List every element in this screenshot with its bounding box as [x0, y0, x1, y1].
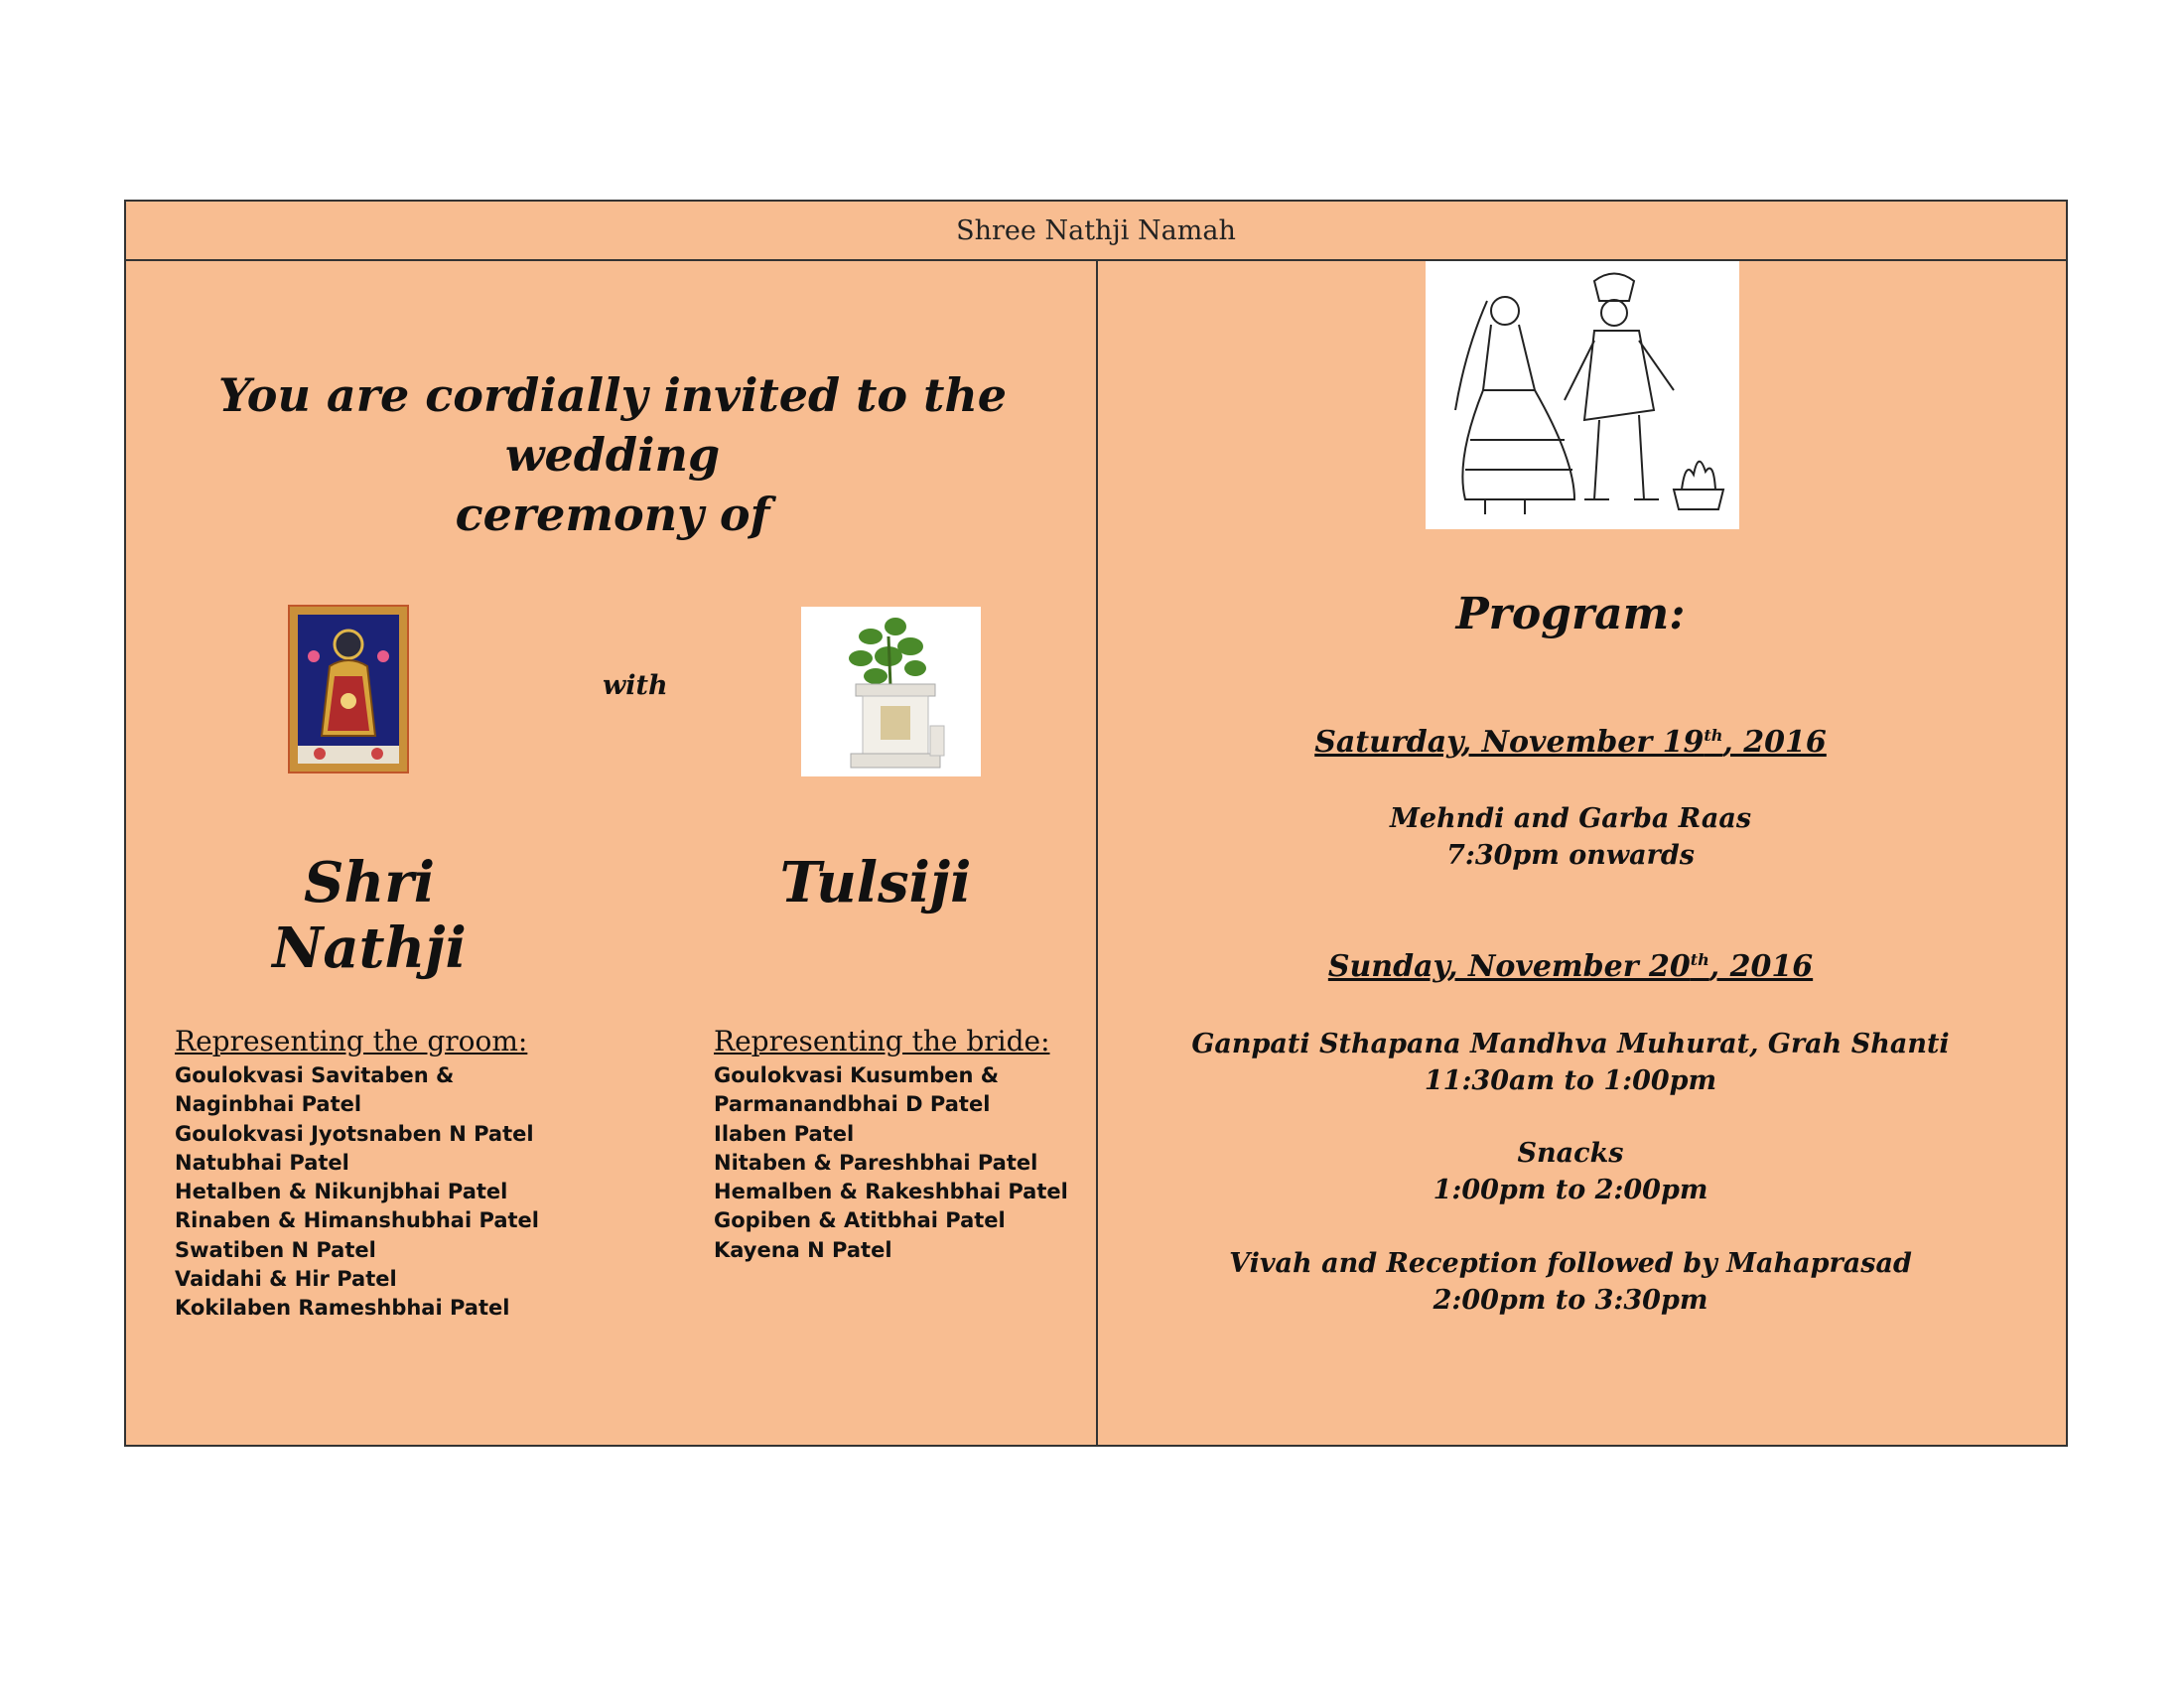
list-item: Hemalben & Rakeshbhai Patel	[714, 1180, 1068, 1204]
day2-date-prefix: Sunday, November 20	[1327, 949, 1691, 984]
list-item: Goulokvasi Savitaben &	[175, 1063, 455, 1087]
header-title: Shree Nathji Namah	[956, 214, 1236, 246]
bride-groom-illustration	[1426, 261, 1739, 529]
event-time: 7:30pm onwards	[1446, 840, 1695, 871]
list-item: Nitaben & Pareshbhai Patel	[714, 1150, 1038, 1175]
list-item: Vaidahi & Hir Patel	[175, 1267, 397, 1292]
column-divider	[1096, 261, 1098, 1447]
day2-date-suffix: th	[1690, 950, 1709, 969]
bride-representatives-title: Representing the bride:	[714, 1025, 1050, 1057]
invitation-card	[124, 200, 2068, 1447]
list-item: Goulokvasi Jyotsnaben N Patel	[175, 1121, 534, 1146]
invitation-line-2: ceremony of	[455, 488, 770, 541]
day1-date-suffix: th	[1704, 726, 1723, 745]
day1-date-year: , 2016	[1722, 725, 1827, 760]
day1-date-prefix: Saturday, November 19	[1314, 725, 1705, 760]
list-item: Swatiben N Patel	[175, 1237, 376, 1262]
list-item: Goulokvasi Kusumben &	[714, 1063, 1000, 1087]
day1-event	[1119, 800, 2022, 874]
list-item: Natubhai Patel	[175, 1150, 349, 1175]
event-name: Vivah and Reception followed by Mahaprasad	[1229, 1248, 1912, 1279]
event-name: Snacks	[1517, 1138, 1624, 1169]
with-connector: with	[603, 670, 668, 701]
program-title: Program:	[1455, 589, 1686, 639]
event-time: 11:30am to 1:00pm	[1424, 1065, 1717, 1096]
day1-date	[1119, 725, 2022, 760]
groom-representatives	[175, 1025, 539, 1324]
day2-event-3	[1119, 1245, 2022, 1319]
event-name: Mehndi and Garba Raas	[1389, 803, 1752, 834]
list-item: Naginbhai Patel	[175, 1092, 362, 1117]
list-item: Kayena N Patel	[714, 1237, 892, 1262]
list-item: Hetalben & Nikunjbhai Patel	[175, 1180, 508, 1204]
bride-member-list	[714, 1061, 1068, 1265]
invitation-line-1: You are cordially invited to the wedding	[217, 368, 1008, 482]
shrinathji-image	[288, 605, 409, 774]
invitation-text	[186, 365, 1039, 544]
card-header	[126, 202, 2066, 261]
day2-date	[1119, 949, 2022, 984]
day2-event-1	[1119, 1026, 2022, 1099]
list-item: Rinaben & Himanshubhai Patel	[175, 1208, 539, 1233]
day2-event-2	[1119, 1135, 2022, 1208]
event-time: 1:00pm to 2:00pm	[1433, 1175, 1708, 1205]
list-item: Kokilaben Rameshbhai Patel	[175, 1296, 510, 1321]
event-name: Ganpati Sthapana Mandhva Muhurat, Grah Shanti	[1191, 1029, 1950, 1059]
groom-member-list	[175, 1061, 539, 1324]
groom-name: Shri Nathji	[272, 850, 467, 981]
event-time: 2:00pm to 3:30pm	[1433, 1285, 1708, 1316]
tulsi-image	[801, 607, 981, 776]
groom-representatives-title: Representing the groom:	[175, 1025, 528, 1057]
list-item: Ilaben Patel	[714, 1121, 855, 1146]
bride-representatives	[714, 1025, 1068, 1265]
bride-name: Tulsiji	[779, 850, 972, 915]
list-item: Parmanandbhai D Patel	[714, 1092, 991, 1117]
day2-date-year: , 2016	[1708, 949, 1814, 984]
list-item: Gopiben & Atitbhai Patel	[714, 1208, 1006, 1233]
